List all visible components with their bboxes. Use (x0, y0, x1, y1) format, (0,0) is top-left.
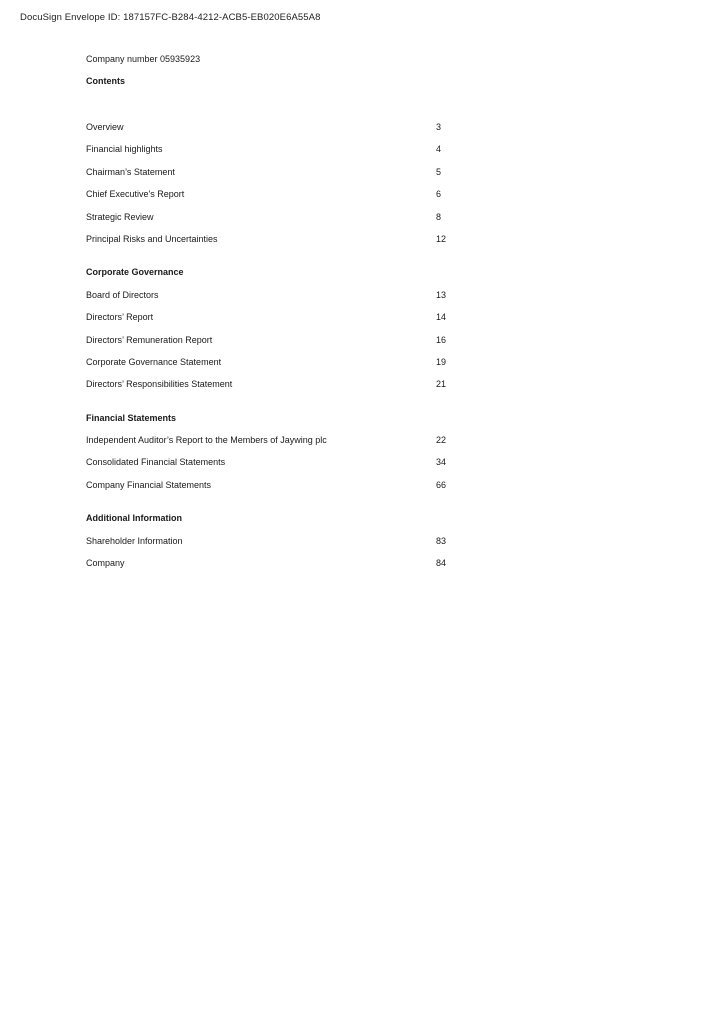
toc-entry (86, 288, 466, 310)
toc-entry-page: 19 (436, 356, 447, 367)
toc-entry-label: Overview (86, 122, 124, 132)
toc-entry-page: 22 (436, 435, 447, 446)
toc-entry (86, 142, 466, 164)
company-number: Company number 05935923 (86, 54, 201, 64)
table-of-contents (86, 120, 466, 578)
toc-entry (86, 210, 466, 232)
toc-entry-page: 16 (436, 334, 447, 345)
toc-section-overview (86, 120, 466, 254)
toc-section-financial-statements (86, 411, 466, 501)
toc-entry-page: 3 (436, 122, 442, 132)
toc-section-corporate-governance (86, 265, 466, 399)
toc-entry (86, 165, 466, 187)
toc-entry-page: 34 (436, 457, 447, 468)
toc-entry-label: Strategic Review (86, 211, 154, 222)
toc-section-additional-information (86, 511, 466, 578)
toc-section-heading: Corporate Governance (86, 267, 184, 278)
toc-entry-label: Financial highlights (86, 144, 163, 155)
toc-entry (86, 455, 466, 477)
toc-entry-label: Principal Risks and Uncertainties (86, 233, 218, 244)
toc-entry-label: Consolidated Financial Statements (86, 457, 226, 468)
toc-entry-page: 12 (436, 233, 447, 244)
toc-entry-label: Independent Auditor’s Report to the Members of Jaywing plc (86, 435, 327, 446)
toc-entry (86, 534, 466, 556)
toc-entry (86, 310, 466, 332)
toc-entry-page: 13 (436, 289, 447, 300)
toc-entry-label: Shareholder Information (86, 535, 183, 546)
contents-title: Contents (86, 76, 125, 86)
toc-entry (86, 232, 466, 254)
toc-entry-page: 5 (436, 166, 442, 177)
toc-entry-page: 84 (436, 558, 447, 569)
toc-entry-page: 14 (436, 312, 447, 323)
toc-entry-label: Corporate Governance Statement (86, 356, 222, 367)
toc-entry-page: 8 (436, 211, 442, 222)
toc-entry-label: Directors’ Remuneration Report (86, 334, 213, 345)
toc-entry-page: 21 (436, 379, 447, 390)
toc-entry (86, 187, 466, 209)
toc-entry-label: Company Financial Statements (86, 479, 212, 490)
toc-entry (86, 556, 466, 578)
toc-entry-page: 66 (436, 479, 447, 490)
toc-entry-label: Chief Executive's Report (86, 189, 185, 200)
toc-entry-label: Directors’ Responsibilities Statement (86, 379, 233, 390)
toc-entry-label: Chairman’s Statement (86, 166, 175, 177)
toc-entry-label: Board of Directors (86, 289, 159, 300)
toc-entry-label: Company (86, 558, 125, 569)
toc-entry (86, 355, 466, 377)
toc-entry-page: 4 (436, 144, 442, 155)
toc-entry (86, 478, 466, 500)
toc-entry (86, 433, 466, 455)
contents-page (86, 52, 466, 578)
envelope-id: DocuSign Envelope ID: 187157FC-B284-4212-ACB5-EB020E6A55A8 (20, 12, 321, 23)
toc-entry-page: 6 (436, 189, 442, 200)
toc-section-heading: Financial Statements (86, 412, 177, 423)
toc-entry (86, 377, 466, 399)
toc-entry-label: Directors’ Report (86, 312, 154, 323)
toc-entry (86, 333, 466, 355)
toc-entry-page: 83 (436, 535, 447, 546)
toc-entry (86, 120, 466, 142)
toc-section-heading: Additional Information (86, 513, 182, 524)
